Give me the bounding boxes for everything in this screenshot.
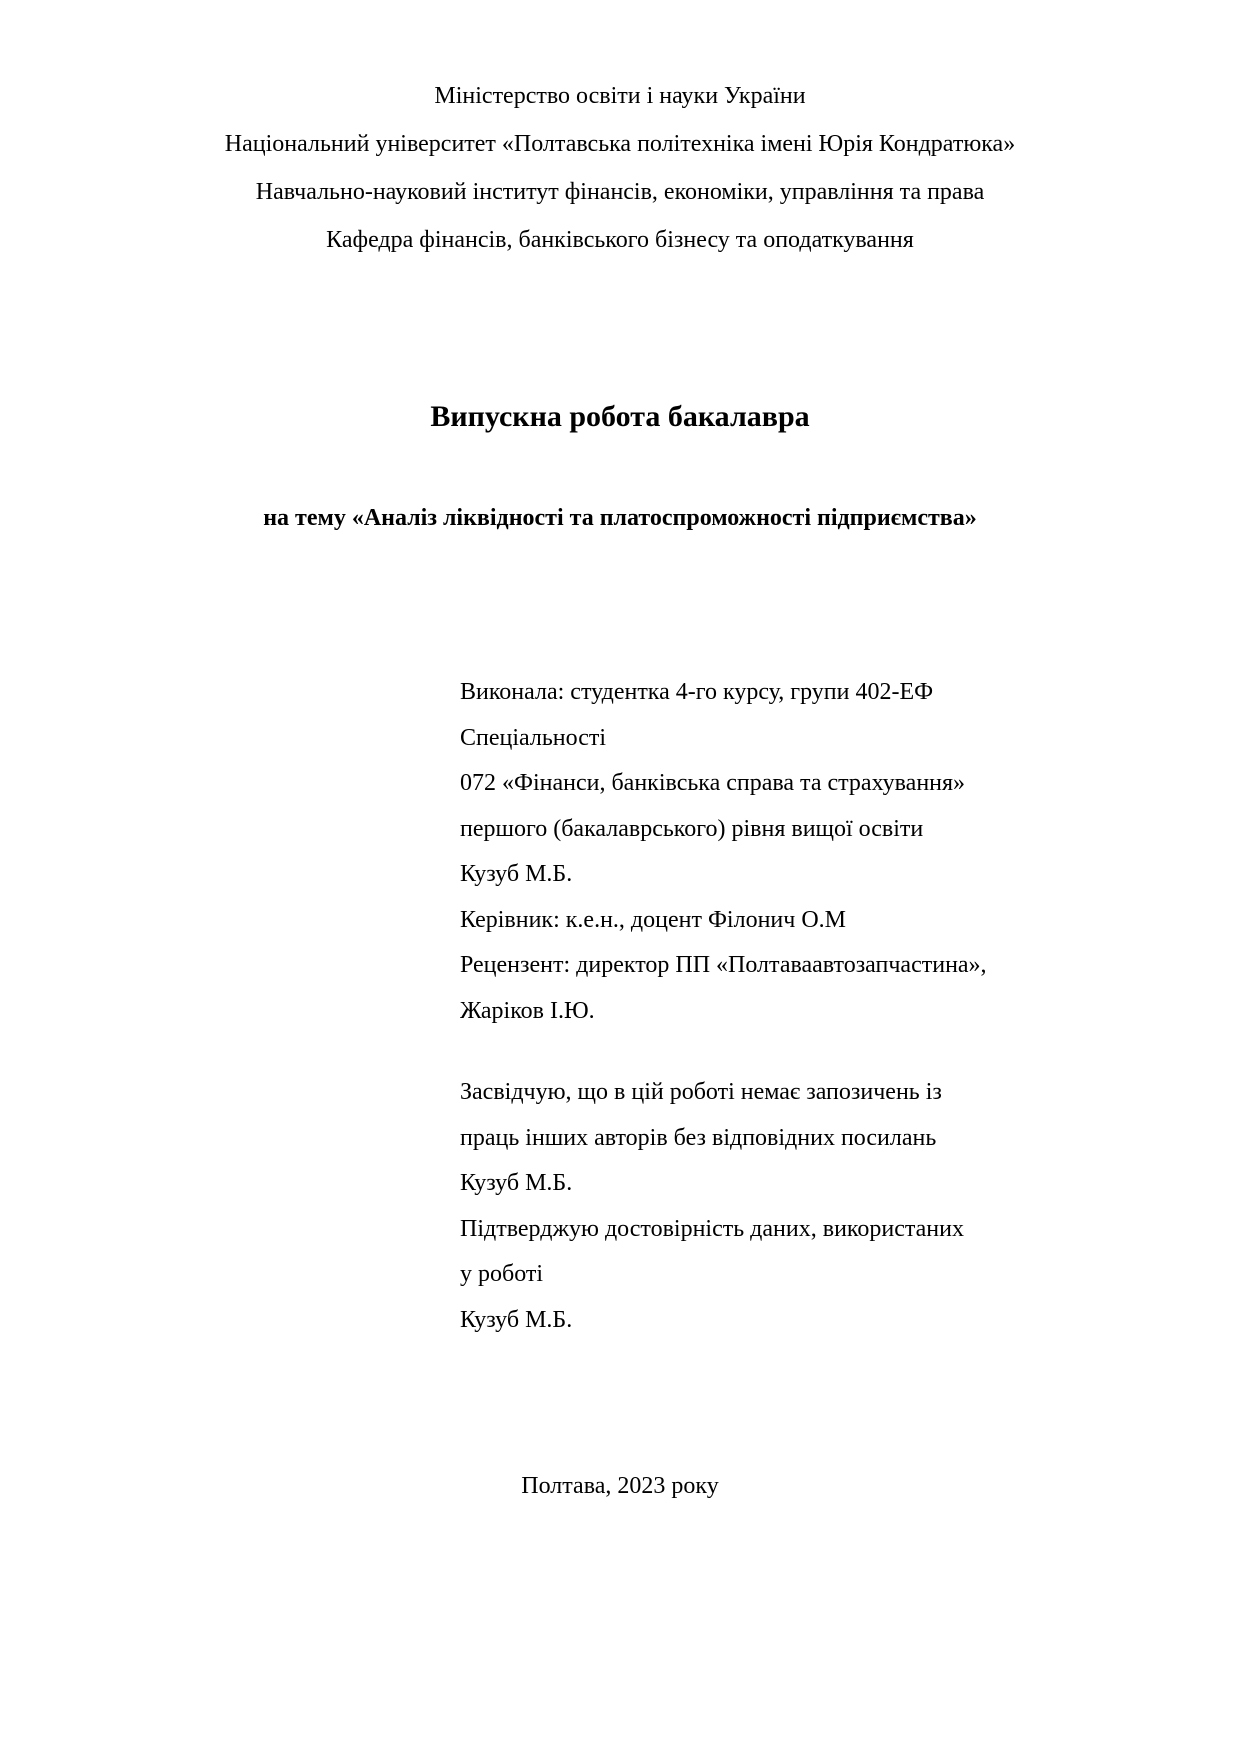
- no-plagiarism-line-1: Засвідчую, що в цій роботі немає запозичень із: [460, 1079, 942, 1105]
- university-line: Національний університет «Полтавська політехніка імені Юрія Кондратюка»: [224, 131, 1016, 157]
- performed-by-line: Виконала: студентка 4-го курсу, групи 402-ЕФ: [460, 679, 934, 705]
- signature-name-line-1: Кузуб М.Б.: [460, 1170, 573, 1196]
- credits-block: [460, 670, 1160, 1034]
- data-accuracy-line-1: Підтверджую достовірність даних, використаних: [460, 1215, 964, 1242]
- ministry-line: Міністерство освіти і науки України: [434, 83, 806, 109]
- student-name-line: Кузуб М.Б.: [460, 861, 573, 887]
- attestation-block: [460, 1070, 1160, 1343]
- department-line: Кафедра фінансів, банківського бізнесу та оподаткування: [326, 227, 914, 253]
- specialty-code-line: 072 «Фінанси, банківська справа та страхування»: [460, 770, 966, 796]
- data-accuracy-line-2: у роботі: [460, 1261, 544, 1287]
- reviewer-line: Рецензент: директор ПП «Полтаваавтозапчастина»,: [460, 952, 987, 978]
- thesis-topic: на тему «Аналіз ліквідності та платоспроможності підприємства»: [263, 505, 977, 531]
- institute-line: Навчально-науковий інститут фінансів, економіки, управління та права: [255, 179, 985, 205]
- thesis-title: Випускна робота бакалавра: [430, 400, 810, 433]
- city-year-line: Полтава, 2023 року: [521, 1473, 719, 1499]
- signature-name-line-2: Кузуб М.Б.: [460, 1306, 573, 1333]
- no-plagiarism-line-2: праць інших авторів без відповідних посилань: [460, 1124, 937, 1151]
- reviewer-name-line: Жаріков І.Ю.: [460, 997, 595, 1024]
- degree-level-line: першого (бакалаврського) рівня вищої освіти: [460, 815, 924, 842]
- header-block: [0, 72, 1240, 264]
- specialty-label-line: Спеціальності: [460, 724, 607, 751]
- supervisor-line: Керівник: к.е.н., доцент Філонич О.М: [460, 906, 846, 933]
